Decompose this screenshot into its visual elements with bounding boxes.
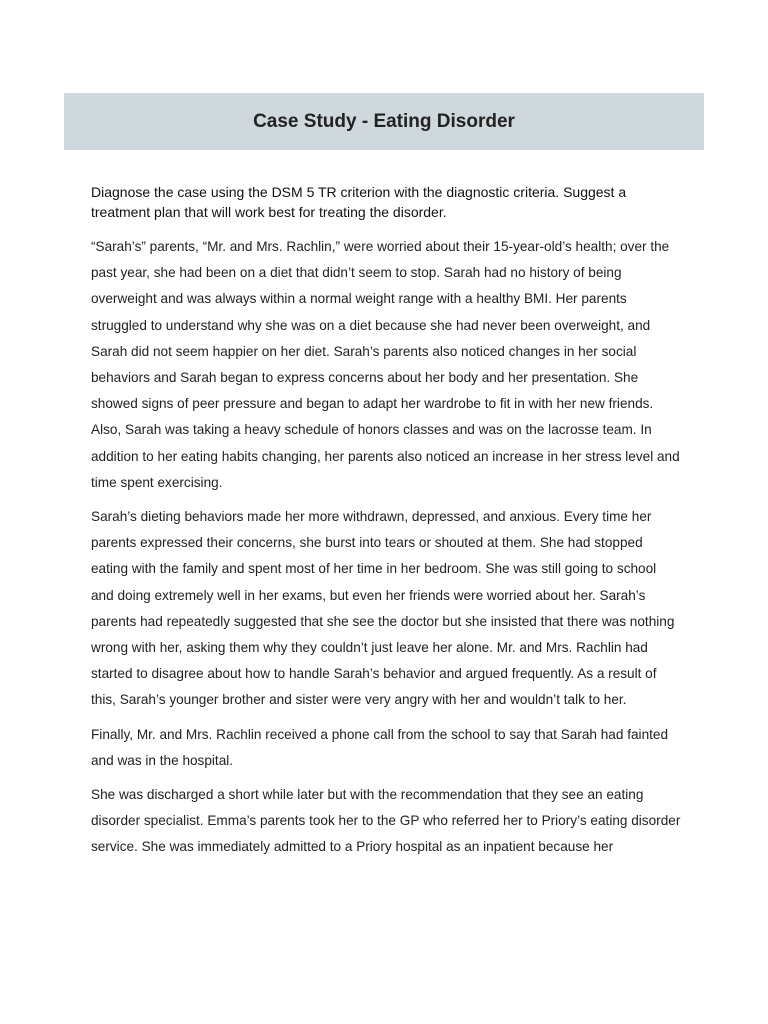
document-title: Case Study - Eating Disorder — [253, 110, 515, 132]
document-body — [91, 182, 681, 869]
paragraph-1: “Sarah’s” parents, “Mr. and Mrs. Rachlin,” were worried about their 15-year-old’s health; over the past year, she had been on a diet that didn’t seem to stop. Sarah had no history of being overweight and was always within a normal weight range with a healthy BMI. Her parents struggled to understand why she was on a diet because she had never been overweight, and Sarah did not seem happier on her diet. Sarah’s parents also noticed changes in her social behaviors and Sarah began to express concerns about her body and her presentation. She showed signs of peer pressure and began to adapt her wardrobe to fit in with her new friends. Also, Sarah was taking a heavy schedule of honors classes and was on the lacrosse team. In addition to her eating habits changing, her parents also noticed an increase in her stress level and time spent exercising. — [91, 239, 680, 490]
instructions-text: Diagnose the case using the DSM 5 TR criterion with the diagnostic criteria. Suggest a treatment plan that will work best for treating the disorder. — [91, 184, 627, 220]
paragraph-4: She was discharged a short while later but with the recommendation that they see an eating disorder specialist. Emma’s parents took her to the GP who referred her to Priory’s eating disorder service. She was immediately admitted to a Priory hospital as an inpatient because her — [91, 787, 681, 855]
paragraph-3: Finally, Mr. and Mrs. Rachlin received a phone call from the school to say that Sarah had fainted and was in the hospital. — [91, 726, 669, 768]
title-banner — [64, 93, 704, 150]
paragraph-2: Sarah’s dieting behaviors made her more withdrawn, depressed, and anxious. Every time her parents expressed their concerns, she burst into tears or shouted at them. She had stopped eating with the family and spent most of her time in her bedroom. She was still going to school and doing extremely well in her exams, but even her friends were worried about her. Sarah’s parents had repeatedly suggested that she see the doctor but she insisted that there was nothing wrong with her, asking them why they couldn’t just leave her alone. Mr. and Mrs. Rachlin had started to disagree about how to handle Sarah’s behavior and argued frequently. As a result of this, Sarah’s younger brother and sister were very angry with her and wouldn’t talk to her. — [91, 509, 675, 708]
